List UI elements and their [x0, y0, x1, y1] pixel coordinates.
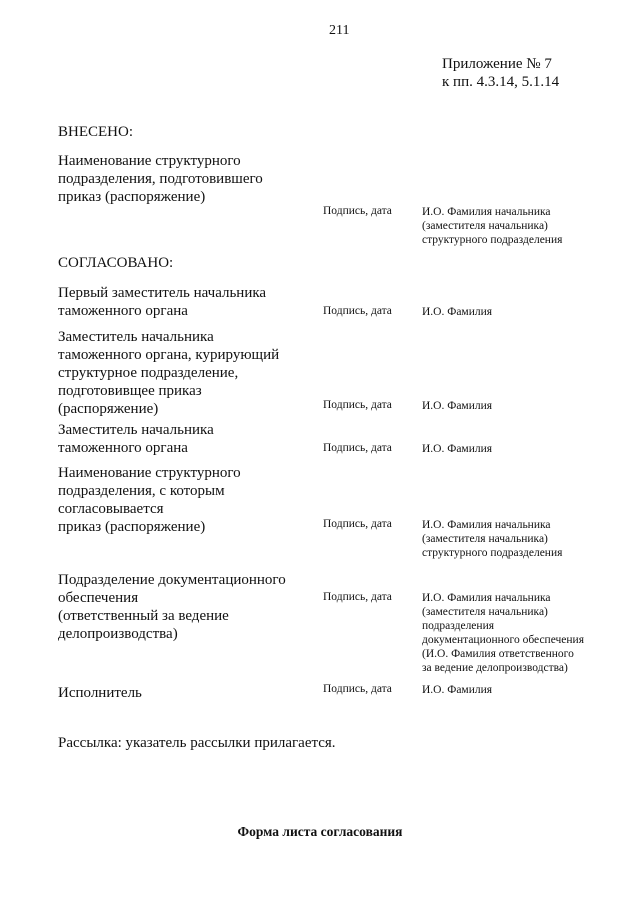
agreed-position-coordinating-unit — [58, 464, 241, 536]
name-line: И.О. Фамилия — [422, 684, 493, 696]
position-line: согласовывается — [58, 501, 164, 517]
name-line: структурного подразделения — [422, 547, 563, 559]
name-line: (И.О. Фамилия ответственного — [422, 648, 574, 660]
agreed-position-deputy — [58, 421, 214, 457]
name-block — [422, 205, 562, 247]
position-line: подразделения, подготовившего — [58, 171, 263, 187]
position-line: таможенного органа — [58, 303, 188, 319]
mailing-note: Рассылка: указатель рассылки прилагается. — [58, 735, 336, 751]
name-block — [422, 683, 492, 697]
signature-date-label: Подпись, дата — [323, 399, 392, 411]
position-line: структурное подразделение, — [58, 365, 239, 381]
position-line: Заместитель начальника — [58, 422, 214, 438]
name-line: И.О. Фамилия — [422, 306, 493, 318]
signature-date-label: Подпись, дата — [323, 305, 392, 317]
name-line: И.О. Фамилия начальника — [422, 206, 551, 218]
position-line: Наименование структурного — [58, 153, 241, 169]
name-block — [422, 591, 584, 675]
agreed-position-first-deputy — [58, 284, 266, 320]
agreed-position-supervising-deputy — [58, 328, 279, 418]
position-line: обеспечения — [58, 590, 139, 606]
name-line: И.О. Фамилия — [422, 400, 493, 412]
position-line: Наименование структурного — [58, 465, 241, 481]
appendix-title: Приложение № 7 — [442, 56, 552, 72]
position-line: приказ (распоряжение) — [58, 519, 206, 535]
position-line: Первый заместитель начальника — [58, 285, 267, 301]
introduced-heading: ВНЕСЕНО: — [58, 124, 133, 140]
form-title: Форма листа согласования — [237, 824, 403, 839]
agreed-position-executor — [58, 684, 142, 702]
signature-date-label: Подпись, дата — [323, 683, 392, 695]
name-line: И.О. Фамилия начальника — [422, 592, 551, 604]
name-line: (заместителя начальника) — [422, 533, 548, 545]
signature-date-label: Подпись, дата — [323, 205, 392, 217]
position-line: Подразделение документационного — [58, 572, 286, 588]
position-line: приказ (распоряжение) — [58, 189, 206, 205]
name-block — [422, 399, 492, 413]
position-line: (ответственный за ведение — [58, 608, 229, 624]
name-line: документационного обеспечения — [422, 634, 585, 646]
agreed-heading: СОГЛАСОВАНО: — [58, 255, 174, 271]
name-block — [422, 442, 492, 456]
agreed-position-documentation-unit — [58, 571, 286, 643]
position-line: подразделения, с которым — [58, 483, 225, 499]
appendix-clauses: к пп. 4.3.14, 5.1.14 — [442, 74, 560, 90]
name-line: И.О. Фамилия начальника — [422, 519, 551, 531]
position-line: таможенного органа, курирующий — [58, 347, 280, 363]
position-line: подготовивщее приказ — [58, 383, 202, 399]
name-block — [422, 305, 492, 319]
appendix-reference — [442, 55, 559, 91]
position-line: Заместитель начальника — [58, 329, 214, 345]
name-line: структурного подразделения — [422, 234, 563, 246]
name-block — [422, 518, 562, 560]
name-line: (заместителя начальника) — [422, 606, 548, 618]
position-line: Исполнитель — [58, 685, 142, 701]
page-number: 211 — [329, 23, 350, 38]
signature-date-label: Подпись, дата — [323, 518, 392, 530]
name-line: подразделения — [422, 620, 495, 632]
position-line: (распоряжение) — [58, 401, 159, 417]
signature-date-label: Подпись, дата — [323, 591, 392, 603]
name-line: (заместителя начальника) — [422, 220, 548, 232]
name-line: И.О. Фамилия — [422, 443, 493, 455]
introduced-position — [58, 152, 263, 206]
position-line: таможенного органа — [58, 440, 188, 456]
signature-date-label: Подпись, дата — [323, 442, 392, 454]
name-line: за ведение делопроизводства) — [422, 662, 568, 674]
position-line: делопроизводства) — [58, 626, 178, 642]
